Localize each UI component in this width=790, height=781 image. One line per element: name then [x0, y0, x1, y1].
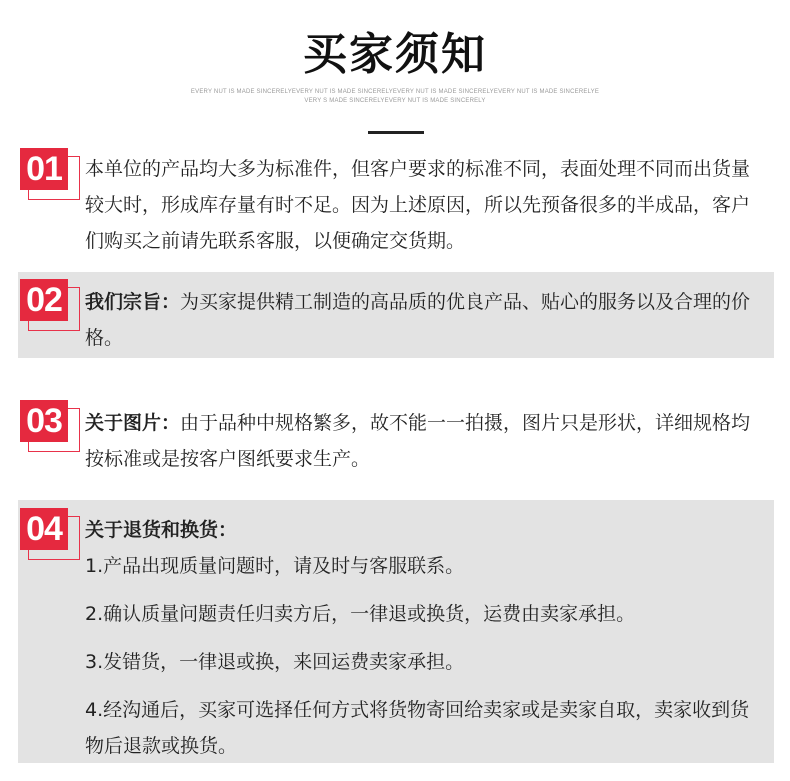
section-body: 由于品种中规格繁多，故不能一一拍摄，图片只是形状，详细规格均按标准或是按客户图纸要求生产。	[85, 412, 751, 470]
page-title: 买家须知	[303, 29, 487, 80]
title-divider	[368, 131, 424, 134]
badge-number: 03	[20, 400, 68, 442]
section-lead: 关于图片：	[85, 412, 181, 434]
section-text	[85, 512, 766, 764]
section-number-badge	[20, 148, 78, 198]
badge-number: 01	[20, 148, 68, 190]
notice-section-2	[18, 272, 774, 358]
badge-number: 02	[20, 279, 68, 321]
list-item: 2.确认质量问题责任归卖方后，一律退或换货，运费由卖家承担。	[85, 603, 636, 625]
list-item: 1.产品出现质量问题时，请及时与客服联系。	[85, 555, 465, 577]
section-text	[85, 405, 766, 477]
list-item: 3.发错货，一律退或换，来回运费卖家承担。	[85, 651, 465, 673]
return-policy-list	[85, 548, 766, 764]
badge-number: 04	[20, 508, 68, 550]
section-body: 本单位的产品均大多为标准件，但客户要求的标准不同，表面处理不同而出货量较大时，形成库存量有时不足。因为上述原因，所以先预备很多的半成品，客户们购买之前请先联系客服，以便确定交货期。	[85, 158, 751, 252]
section-number-badge	[20, 279, 78, 329]
notice-section-4	[18, 500, 774, 763]
section-number-badge	[20, 508, 78, 558]
list-item: 4.经沟通后，买家可选择任何方式将货物寄回给卖家或是卖家自取，卖家收到货物后退款或换货。	[85, 699, 750, 757]
page-subtitle: EVERY NUT IS MADE SINCERELYEVERY NUT IS MADE SINCERELYEVERY NUT IS MADE SINCERELYEVERY NUT IS MADE SINCERELYEVERY S MADE SINCERELYEVERY NUT IS MADE SINCERELY	[190, 89, 600, 104]
notice-section-3	[18, 396, 774, 486]
section-lead: 关于退货和换货：	[85, 519, 238, 541]
section-number-badge	[20, 400, 78, 450]
notice-section-1	[18, 140, 774, 260]
section-lead: 我们宗旨：	[85, 291, 181, 313]
section-text	[85, 284, 766, 356]
section-text	[85, 151, 766, 259]
section-body: 为买家提供精工制造的高品质的优良产品、贴心的服务以及合理的价格。	[85, 291, 751, 349]
